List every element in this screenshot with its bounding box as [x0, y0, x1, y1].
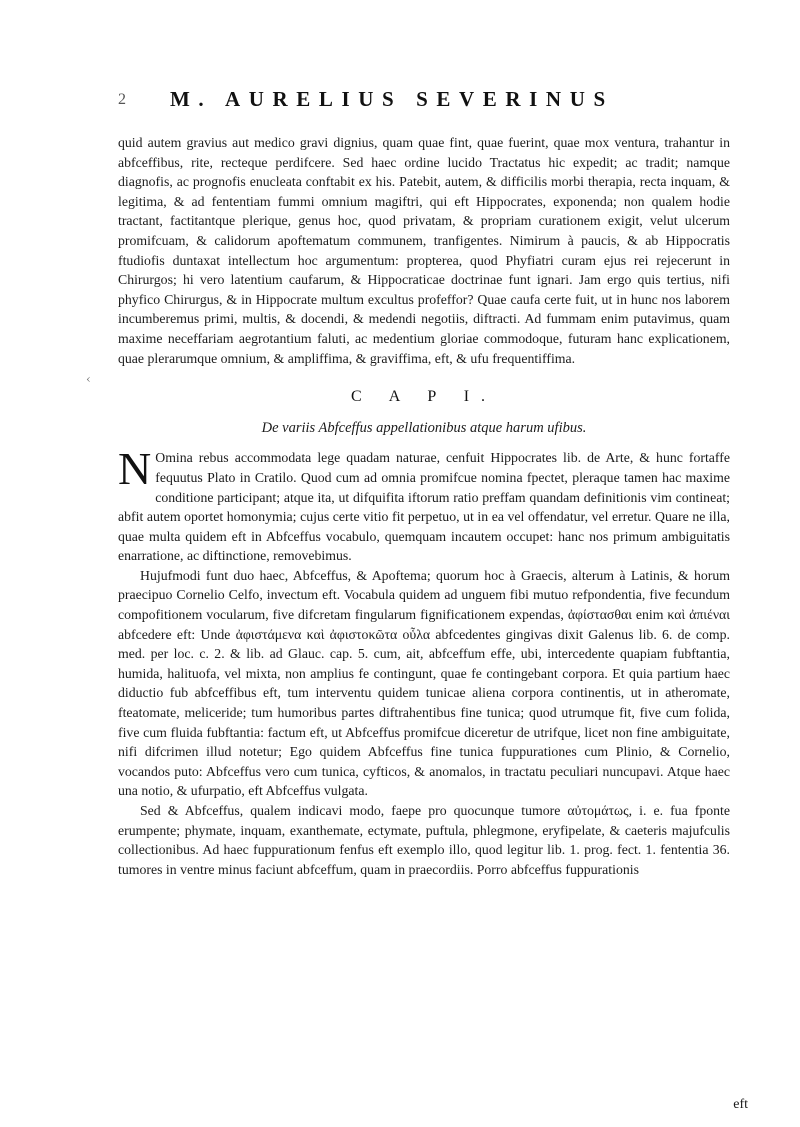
- running-title: M. AURELIUS SEVERINUS: [170, 87, 614, 111]
- margin-mark: ‹: [86, 372, 91, 386]
- page-header: [118, 87, 718, 117]
- paragraph-intro: quid autem gravius aut medico gravi dignius, quam quae fint, quae fuerint, quae mox ventura, trahantur in abfceffibus, rite, recteque perdifcere. Sed haec ordine lucido Tractatus hic expedit; ac tradit; namque diagnofis, ac prognofis enucleata conftabit ex his. Patebit, autem, & difficilis morbi therapia, recta inquam, & legitima, & ad fententiam fummi omnium magiftri, qui eft Hippocrates, exponenda; non qualem hodie tractant, factitantque plerique, genus hoc, quod privatam, & propriam curationem exigit, velut ulcerum promifcuam, & calidorum apoftematum communem, tranfigentes. Nimirum à paucis, & ab Hippocratis ftudiofis duntaxat intellectum hoc argumentum: propterea, quod Phyfiatri curam ejus rei rejecerunt in Chirurgos; hi vero latentium caufarum, & Hippocraticae doctrinae funt ignari. Jam ergo quis tertius, nifi phyfico Chirurgus, & in Hippocrate multum excultus profeffor? Quae caufa certe fuit, ut in hunc nos laborem incumberemus primi, multis, & docendi, & medendi negotiis, diftracti. Ad fummam enim putavimus, quam maxime neceffariam aegrotantium faluti, ac medentium gloriae commodoque, futuram hanc explicationem, quae plerarumque omnium, & ampliffima, & graviffima, eft, & ufu frequentiffima.: [118, 135, 730, 366]
- page-number: 2: [118, 91, 126, 108]
- paragraph-nomina-text: Omina rebus accommodata lege quadam naturae, cenfuit Hippocrates lib. de Arte, & hunc fortaffe fequutus Plato in Cratilo. Quod cum ad omnia promifcue nomina fpectet, pleraque tamen hac maxime conditione participant; atque ita, ut difquifita iftorum ratio preffam quandam definitionis vim contineat; abfit autem oportet homonymia; cujus certe vitio fit perpetuo, ut in ea vel offendatur, vel erretur. Quare ne illa, quae multa quidem eft in Abfceffus vocabulo, quemquam incautem occupet: hanc nos primum ambiguitatis enarratione, ac diftinctione, removebimus.: [118, 450, 730, 564]
- body-text: [118, 133, 730, 879]
- drop-cap: N: [118, 443, 152, 495]
- catchword: eft: [733, 1097, 748, 1112]
- paragraph-hujufmodi: Hujufmodi funt duo haec, Abfceffus, & Apoftema; quorum hoc à Graecis, alterum à Latinis, & horum praecipuo Cornelio Celfo, invectum eft. Vocabula quidem ad unguem fibi mutuo refpondentia, five fecundum compofitionem vocularum, five difcretam fingularum fignificationem expendas, ἀφίστασθαι enim καὶ ἀπιέναι abfcedere eft: Unde ἀφιστάμενα καὶ ἀφιστοκῶτα οὖλα abfcedentes gingivas dixit Galenus lib. 6. de comp. med. per loc. c. 2. & lib. ad Glauc. cap. 5. cum, ait, abfceffum effe, ubi, intercedente quapiam fubftantia, humida, halituofa, vel mixta, non amplius fe contingunt, quae fe contingebant corpora. Et quia partium haec diductio fub abfceffibus eft, tum interventu quidem tunicae aliena corpora continentis, ut in atheromate, fteatomate, meliceride; tum humoribus partes diftrahentibus fine tunica; quod utrumque fit, five cum folida, five cum fluida fubftantia: factum eft, ut Abfceffus promifcue diceretur de utrifque, licet non fine ambiguitate, nifi difcrimen illud notetur; Ego quidem Abfceffus fine tunica fuppurationes cum Plinio, & Cornelio, vocandos puto: Abfceffus vero cum tunica, cyfticos, & anomalos, in tractatu peculiari nuncupavi. Atque haec una notio, & ufurpatio, eft Abfceffus vulgata.: [118, 567, 730, 799]
- paragraph-sed: Sed & Abfceffus, qualem indicavi modo, faepe pro quocunque tumore αὐτομάτως, i. e. fua fponte erumpente; phymate, inquam, exanthemate, ectymate, puftula, phlegmone, eryfipelate, & caeteris majufculis collectionibus. Ad haec fuppurationum fenfus eft exemplo illo, quod legitur lib. 1. prog. fect. 1. fententia 36. tumores in ventre minus faciunt abfceffum, quam in praecordiis. Porro abfceffus fuppurationis: [118, 803, 730, 877]
- chapter-heading: C A P I.: [350, 388, 498, 406]
- paragraph-nomina: [118, 443, 730, 566]
- chapter-title: De variis Abfceffus appellationibus atque harum ufibus.: [261, 419, 587, 436]
